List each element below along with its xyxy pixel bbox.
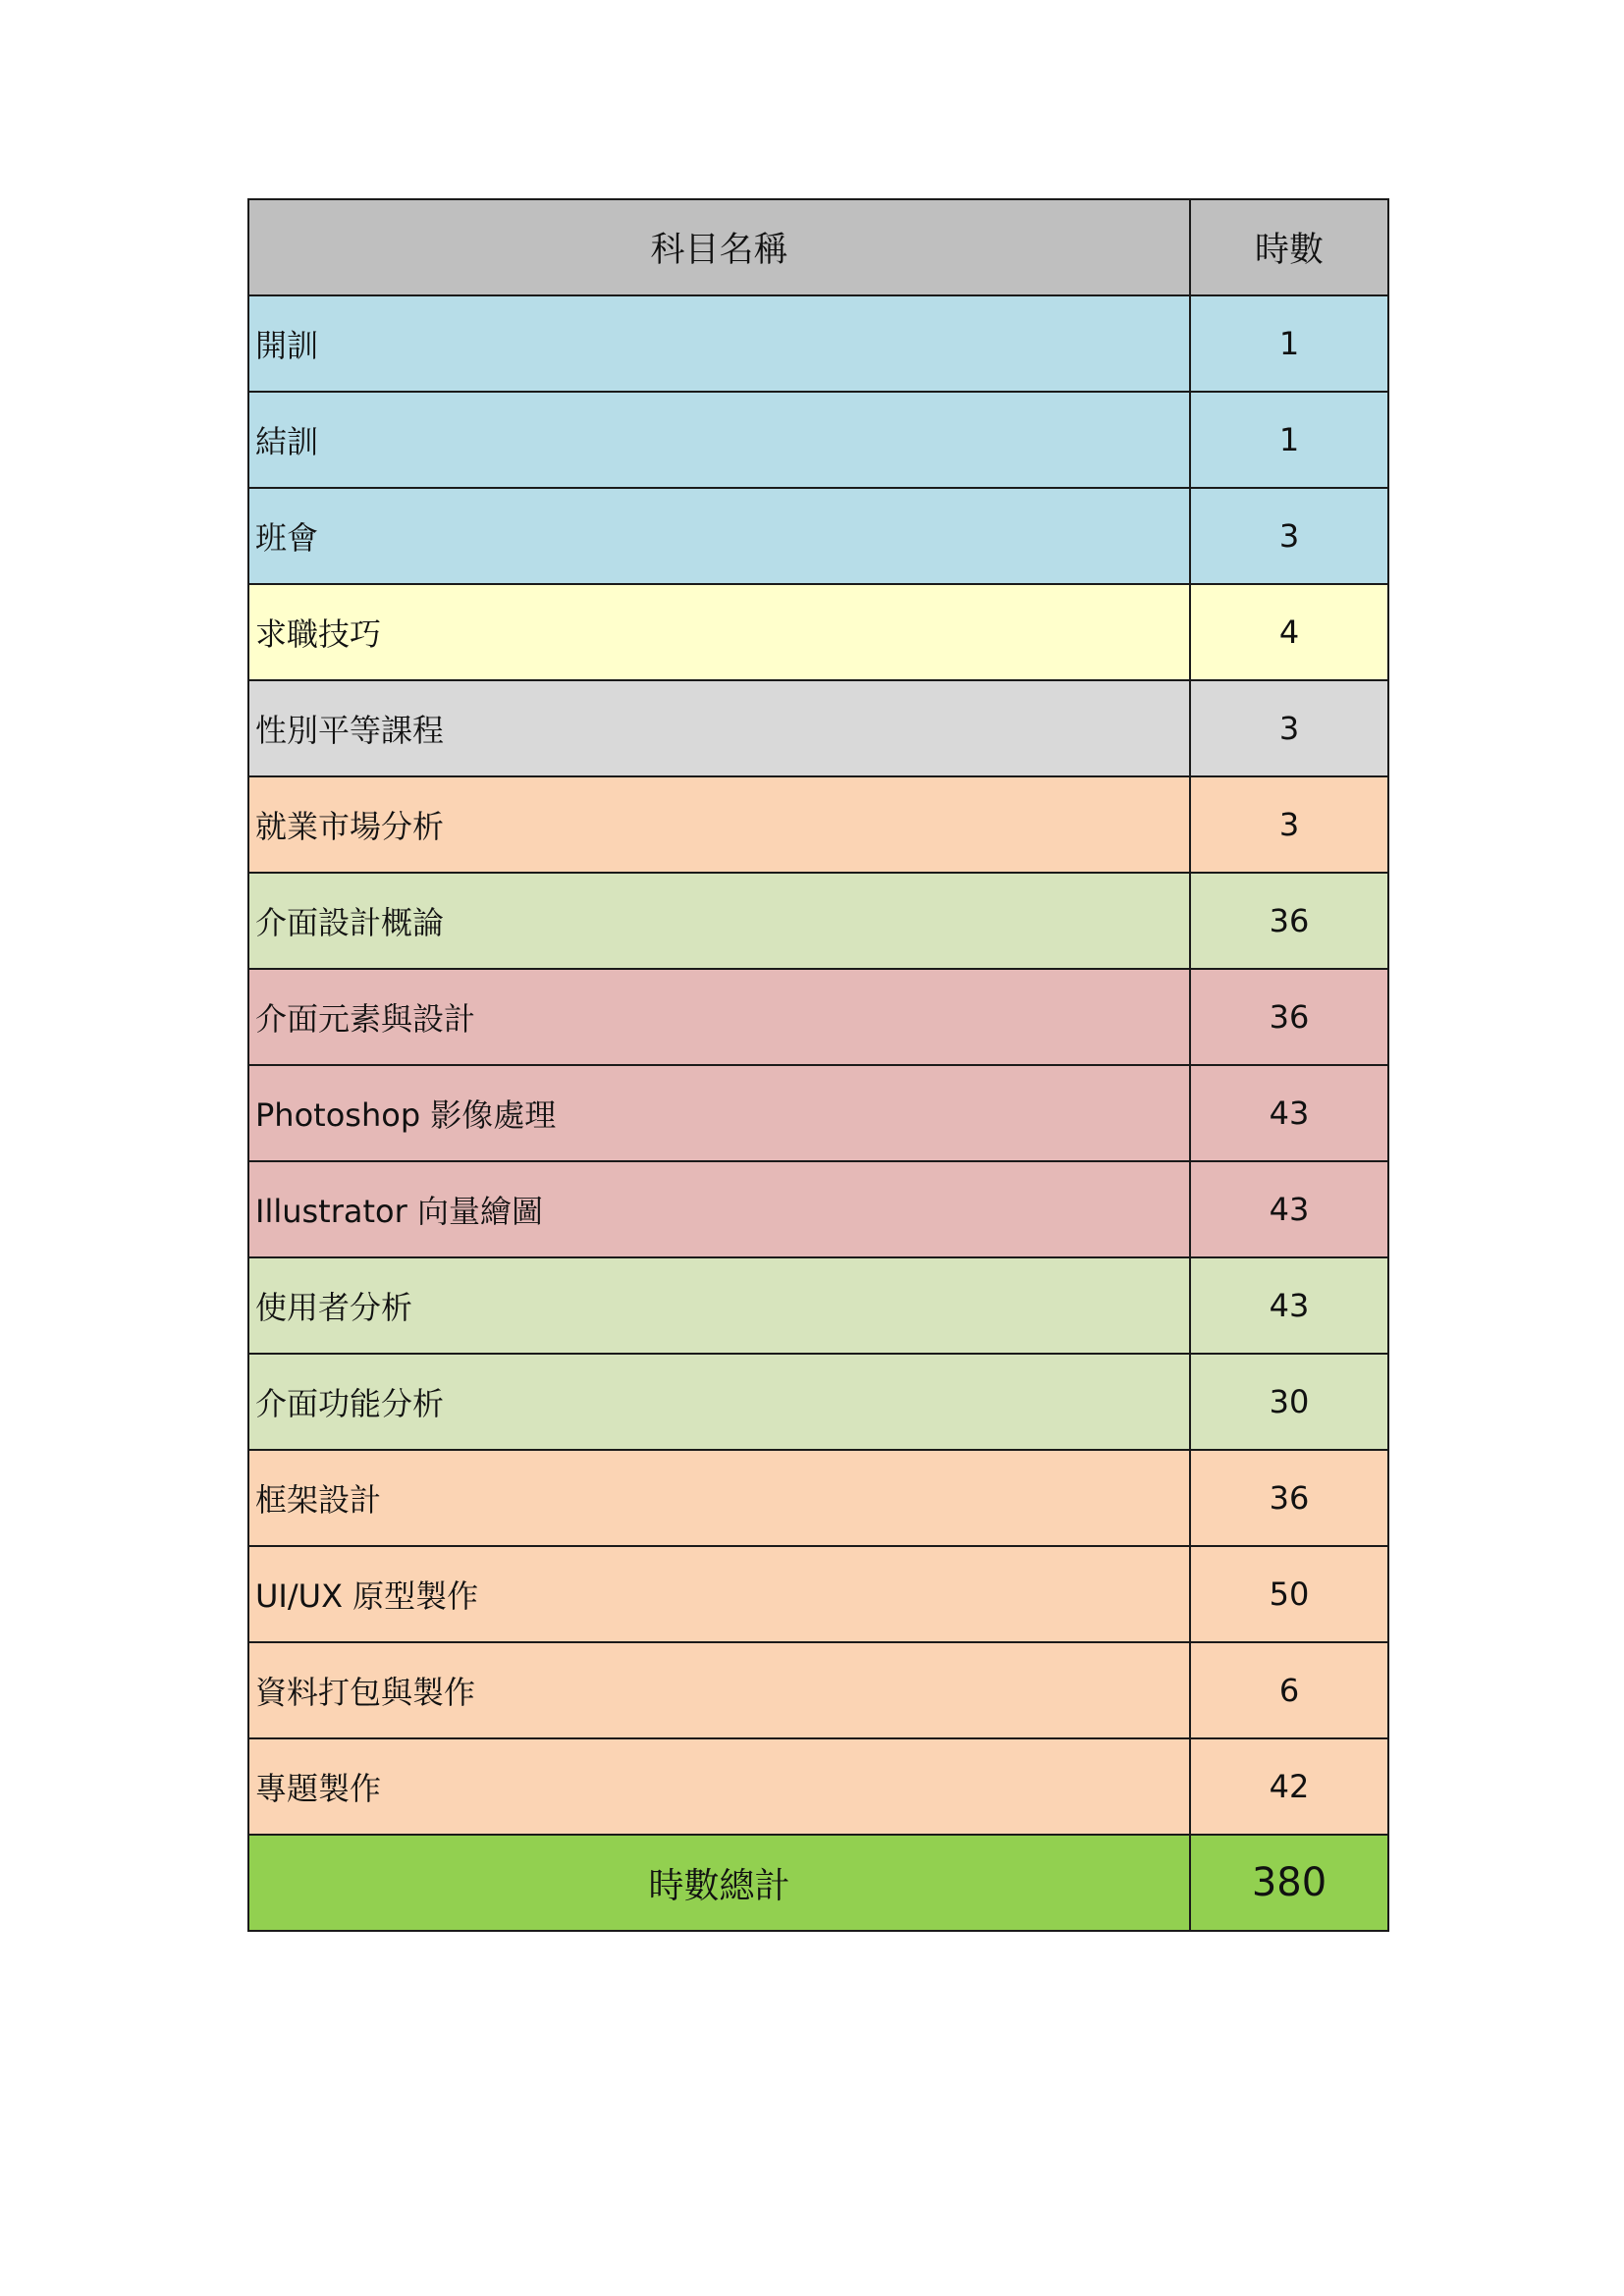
table-row [248,1354,1388,1450]
course-name-cell: 求職技巧 [248,584,1190,680]
course-hours-cell: 3 [1190,680,1388,776]
course-hours-cell: 43 [1190,1161,1388,1257]
course-name-cell: 性別平等課程 [248,680,1190,776]
course-name-cell: 資料打包與製作 [248,1642,1190,1738]
table-header-row [248,199,1388,295]
course-hours-table [247,198,1389,1932]
table-row [248,1257,1388,1354]
table-row [248,392,1388,488]
course-hours-cell: 1 [1190,392,1388,488]
course-hours-cell: 3 [1190,776,1388,873]
table-row [248,1161,1388,1257]
total-row [248,1835,1388,1931]
course-hours-cell: 42 [1190,1738,1388,1835]
course-name-cell: 框架設計 [248,1450,1190,1546]
course-hours-cell: 4 [1190,584,1388,680]
course-rows [248,295,1388,1835]
course-hours-cell: 43 [1190,1257,1388,1354]
course-hours-cell: 43 [1190,1065,1388,1161]
course-hours-cell: 3 [1190,488,1388,584]
course-hours-cell: 6 [1190,1642,1388,1738]
course-name-cell: 就業市場分析 [248,776,1190,873]
table-row [248,1642,1388,1738]
table-row [248,584,1388,680]
course-name-cell: 介面元素與設計 [248,969,1190,1065]
course-hours-cell: 36 [1190,969,1388,1065]
table-row [248,1065,1388,1161]
subject-name-header: 科目名稱 [248,199,1190,295]
course-name-cell: Illustrator 向量繪圖 [248,1161,1190,1257]
total-hours-label: 時數總計 [248,1835,1190,1931]
course-name-cell: 專題製作 [248,1738,1190,1835]
course-hours-cell: 1 [1190,295,1388,392]
table-row [248,488,1388,584]
table-row [248,1450,1388,1546]
course-name-cell: 介面設計概論 [248,873,1190,969]
course-hours-cell: 50 [1190,1546,1388,1642]
course-hours-cell: 36 [1190,1450,1388,1546]
table-row [248,295,1388,392]
course-name-cell: UI/UX 原型製作 [248,1546,1190,1642]
table-row [248,969,1388,1065]
course-name-cell: Photoshop 影像處理 [248,1065,1190,1161]
table-row [248,1546,1388,1642]
course-hours-cell: 36 [1190,873,1388,969]
course-name-cell: 結訓 [248,392,1190,488]
table-row [248,680,1388,776]
table-row [248,776,1388,873]
course-hours-cell: 30 [1190,1354,1388,1450]
hours-header: 時數 [1190,199,1388,295]
course-name-cell: 班會 [248,488,1190,584]
course-name-cell: 開訓 [248,295,1190,392]
table-row [248,1738,1388,1835]
table-row [248,873,1388,969]
course-name-cell: 介面功能分析 [248,1354,1190,1450]
total-hours-value: 380 [1190,1835,1388,1931]
course-name-cell: 使用者分析 [248,1257,1190,1354]
